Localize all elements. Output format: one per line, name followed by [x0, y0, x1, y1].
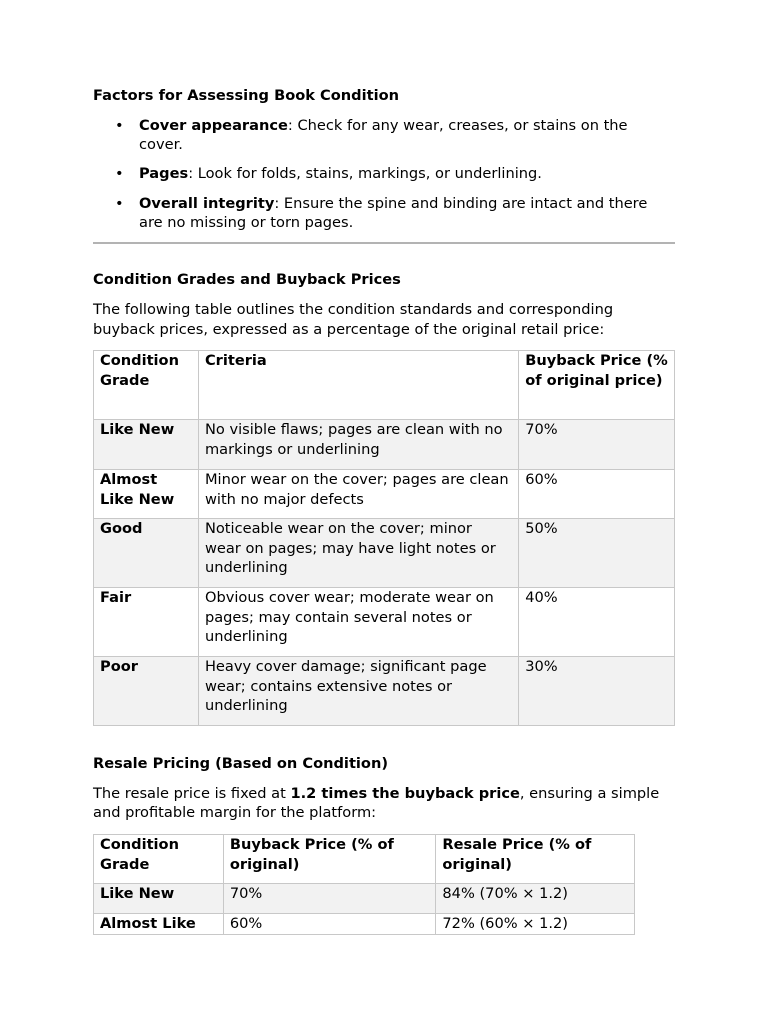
resale-table	[93, 834, 635, 935]
bullet-icon: •	[115, 165, 124, 183]
table-row	[94, 883, 635, 913]
column-header: Resale Price (% of original)	[436, 834, 635, 883]
table-row	[94, 420, 675, 470]
column-header: Criteria	[198, 351, 518, 420]
factor-text: : Check for any wear, creases, or stains on the cover.	[139, 116, 628, 154]
grade-cell: Good	[94, 519, 199, 588]
price-cell: 50%	[519, 519, 675, 588]
grade-cell: Like New	[94, 420, 199, 470]
grades-table	[93, 350, 675, 726]
factors-heading: Factors for Assessing Book Condition	[93, 87, 400, 104]
column-header: Condition Grade	[94, 834, 224, 883]
grade-cell: Almost Like	[94, 913, 224, 934]
factor-text: : Ensure the spine and binding are intact and there are no missing or torn pages.	[139, 194, 648, 232]
list-item	[115, 116, 675, 155]
criteria-cell: Noticeable wear on the cover; minor wear on pages; may have light notes or underlining	[198, 519, 518, 588]
table-header-row	[94, 351, 675, 420]
grade-cell: Like New	[94, 883, 224, 913]
resale-heading: Resale Pricing (Based on Condition)	[93, 755, 389, 773]
price-cell: 30%	[519, 657, 675, 726]
resale-intro-emphasis: 1.2 times the buyback price	[290, 784, 520, 802]
bullet-icon: •	[115, 194, 124, 212]
list-item	[115, 194, 675, 233]
grade-cell: Almost Like New	[94, 470, 199, 519]
factor-term: Pages	[139, 165, 189, 183]
criteria-cell: Heavy cover damage; significant page wear; contains extensive notes or underlining	[198, 657, 518, 726]
table-row	[94, 657, 675, 726]
column-header: Buyback Price (% of original)	[223, 834, 436, 883]
factor-text: : Look for folds, stains, markings, or underlining.	[188, 165, 542, 183]
criteria-cell: Obvious cover wear; moderate wear on pages; may contain several notes or underlining	[198, 588, 518, 657]
resale-intro-text: The resale price is fixed at	[93, 784, 291, 802]
resale-cell: 84% (70% × 1.2)	[436, 883, 635, 913]
bullet-icon: •	[115, 116, 124, 134]
grades-intro: The following table outlines the condition standards and corresponding buyback prices, expressed as a percentage of the original retail price:	[93, 300, 614, 338]
factors-list	[93, 116, 675, 233]
factor-term: Cover appearance	[139, 116, 288, 134]
table-row	[94, 913, 635, 934]
table-header-row	[94, 834, 635, 883]
price-cell: 60%	[519, 470, 675, 519]
resale-cell: 72% (60% × 1.2)	[436, 913, 635, 934]
list-item	[115, 164, 675, 184]
price-cell: 40%	[519, 588, 675, 657]
criteria-cell: Minor wear on the cover; pages are clean with no major defects	[198, 470, 518, 519]
table-row	[94, 588, 675, 657]
section-divider	[93, 242, 675, 244]
grades-heading: Condition Grades and Buyback Prices	[93, 271, 401, 289]
buyback-cell: 70%	[223, 883, 436, 913]
criteria-cell: No visible flaws; pages are clean with no markings or underlining	[198, 420, 518, 470]
column-header: Buyback Price (% of original price)	[519, 351, 675, 420]
buyback-cell: 60%	[223, 913, 436, 934]
resale-intro	[93, 784, 675, 823]
table-row	[94, 519, 675, 588]
document-page	[93, 86, 675, 935]
grade-cell: Poor	[94, 657, 199, 726]
table-row	[94, 470, 675, 519]
resale-intro-text: , ensuring a simple and profitable margin for the platform:	[93, 784, 660, 822]
price-cell: 70%	[519, 420, 675, 470]
factor-term: Overall integrity	[139, 194, 275, 212]
column-header: Condition Grade	[94, 351, 199, 420]
grade-cell: Fair	[94, 588, 199, 657]
